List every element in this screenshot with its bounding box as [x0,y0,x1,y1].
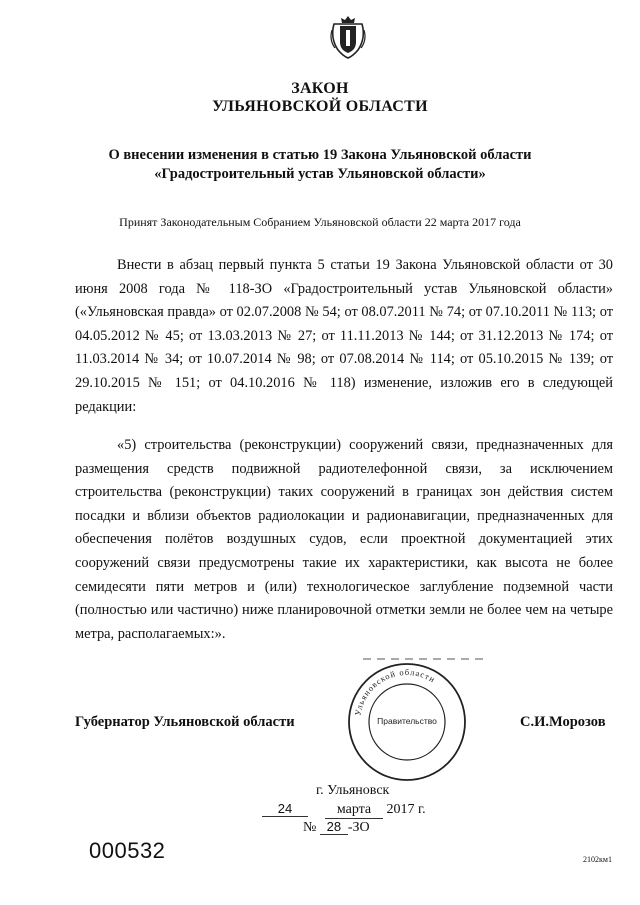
place-of-signing: г. Ульяновск [316,783,390,798]
date-day: 24 [262,801,308,817]
number-sign: № [303,820,317,835]
coat-of-arms-icon [328,14,368,60]
paragraph-text: Внести в абзац первый пункта 5 статьи 19 Закона Ульяновской области от 30 июня 2008 года № 118-ЗО «Градостроительный устав Ульяновской области» («Ульяновская правда» от 02.07.2008 № 54; от 08.07.2011 № 74; от 07.10.2011 № 113; от 04.05.2012 № 45; от 13.03.2013 № 27; от 11.11.2013 № 144; от 31.12.2013 № 174; от 11.03.2014 № 34; от 10.07.2014 № 98; от 07.08.2014 № 114; от 05.10.2015 № 139; от 29.10.2015 № 151; от 04.10.2016 № 118) изменение, изложив его в следующей редакции: [75,257,613,415]
body-paragraph-new-wording [75,434,613,646]
signing-date [262,801,426,819]
date-year: 2017 г. [386,802,426,817]
law-region-title: УЛЬЯНОВСКОЙ ОБЛАСТИ [212,98,428,115]
law-title: ЗАКОН [291,80,349,97]
number-suffix: -ЗО [347,820,370,835]
date-month: марта [325,802,383,819]
law-subject-line-1: О внесении изменения в статью 19 Закона Ульяновской области [108,147,532,163]
print-code: 2102км1 [583,855,612,864]
governor-name: С.И.Морозов [520,714,606,730]
document-serial-number: 000532 [89,838,166,863]
svg-text:Ульяновской области: Ульяновской области [352,666,438,717]
law-number [303,819,370,836]
number-value: 28 [320,819,348,835]
body-paragraph-amendment [75,254,613,419]
governor-title: Губернатор Ульяновской области [75,714,295,730]
svg-text:Правительство: Правительство [377,716,437,726]
paragraph-text: «5) строительства (реконструкции) сооружений связи, предназначенных для размещения средств подвижной радиотелефонной связи, за исключением строительства (реконструкции) таких сооружений в границах зон действия систем посадки и вблизи объектов радиолокации и радионавигации, предназначенных для обеспечения полётов воздушных судов, если проектной документацией этих сооружений связи предусмотрены такие их характеристики, как высота не более семидесяти пяти метров и (или) технологическое заглубление подземной части (полностью или частично) ниже планировочной отметки земли не более чем на четыре метра, располагаемых:». [75,437,613,642]
official-seal-stamp [346,661,468,783]
adoption-note: Принят Законодательным Собранием Ульяновской области 22 марта 2017 года [119,215,521,229]
law-subject-line-2: «Градостроительный устав Ульяновской области» [154,166,486,182]
